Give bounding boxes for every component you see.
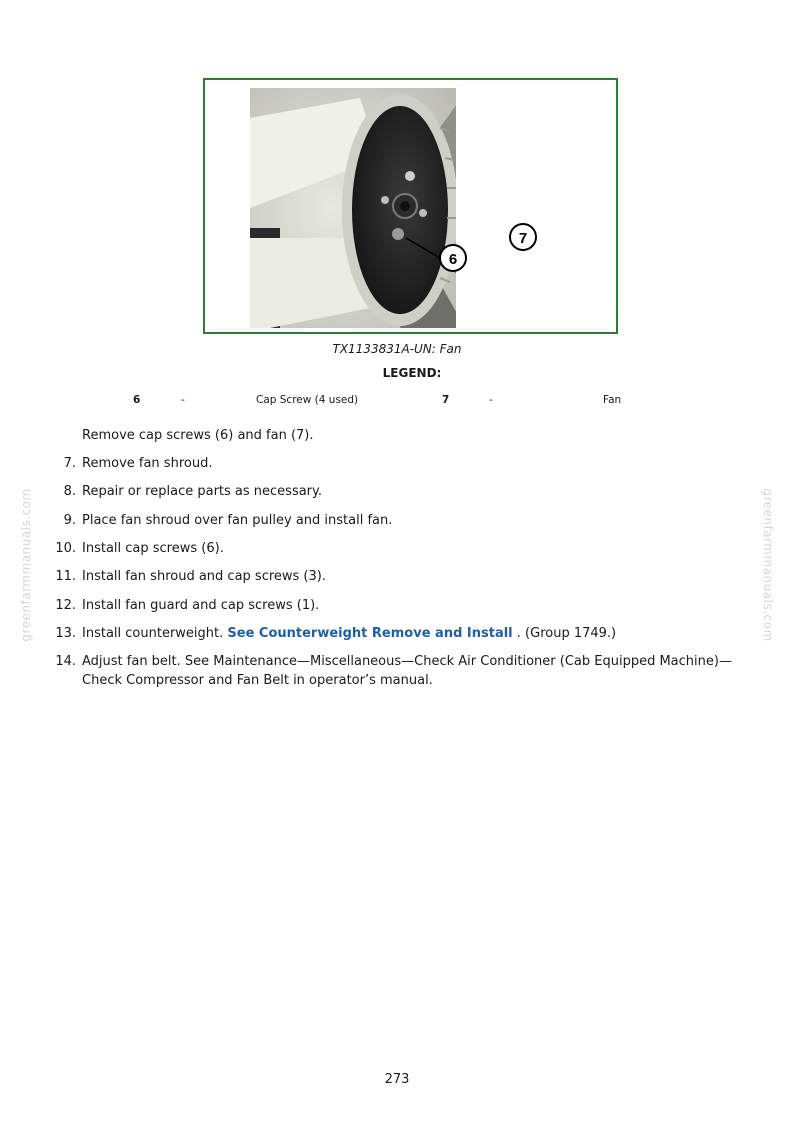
step-text: Install fan shroud and cap screws (3). xyxy=(82,569,326,584)
step-text-line2: Check Compressor and Fan Belt in operator’s manual. xyxy=(82,673,433,688)
counterweight-link[interactable]: See Counterweight Remove and Install xyxy=(227,626,513,641)
page-number: 273 xyxy=(384,1072,410,1087)
legend-item-num: 6 xyxy=(133,394,141,406)
step-text-line1: Adjust fan belt. See Maintenance—Miscellaneous—Check Air Conditioner (Cab Equipped Machine)— xyxy=(82,654,732,669)
legend-title: LEGEND: xyxy=(382,366,442,380)
step-text-before: Install counterweight. xyxy=(82,626,224,641)
step-text: Remove cap screws (6) and fan (7). xyxy=(82,428,314,443)
step-number: 14. xyxy=(55,654,76,669)
step-text: Repair or replace parts as necessary. xyxy=(82,484,322,499)
step-number: 7. xyxy=(63,456,76,471)
step-text-after: . (Group 1749.) xyxy=(516,626,617,641)
legend-item-label: Fan xyxy=(603,394,622,406)
step-number: 10. xyxy=(55,541,76,556)
step-number: 13. xyxy=(55,626,76,641)
step-number: 12. xyxy=(55,598,76,613)
figure-caption: TX1133831A-UN: Fan xyxy=(332,342,462,356)
watermark-right: greenfarmmanuals.com xyxy=(761,488,775,642)
step-number: 9. xyxy=(63,513,76,528)
legend-item-label: Cap Screw (4 used) xyxy=(256,394,359,406)
legend-item-dash: - xyxy=(489,394,493,406)
step-number: 11. xyxy=(55,569,76,584)
callout-7-label: 7 xyxy=(518,230,528,247)
step-text: Install cap screws (6). xyxy=(82,541,224,556)
legend-item-dash: - xyxy=(181,394,185,406)
step-number: 8. xyxy=(63,484,76,499)
step-text: Install fan guard and cap screws (1). xyxy=(82,598,320,613)
step-text xyxy=(82,624,744,643)
fan-figure xyxy=(203,78,618,334)
step-text xyxy=(82,652,744,690)
step-text: Place fan shroud over fan pulley and install fan. xyxy=(82,513,393,528)
legend-item-num: 7 xyxy=(442,394,450,406)
callouts-overlay xyxy=(205,80,620,336)
callout-6-label: 6 xyxy=(448,251,458,268)
step-text: Remove fan shroud. xyxy=(82,456,213,471)
watermark-left: greenfarmmanuals.com xyxy=(19,488,33,642)
